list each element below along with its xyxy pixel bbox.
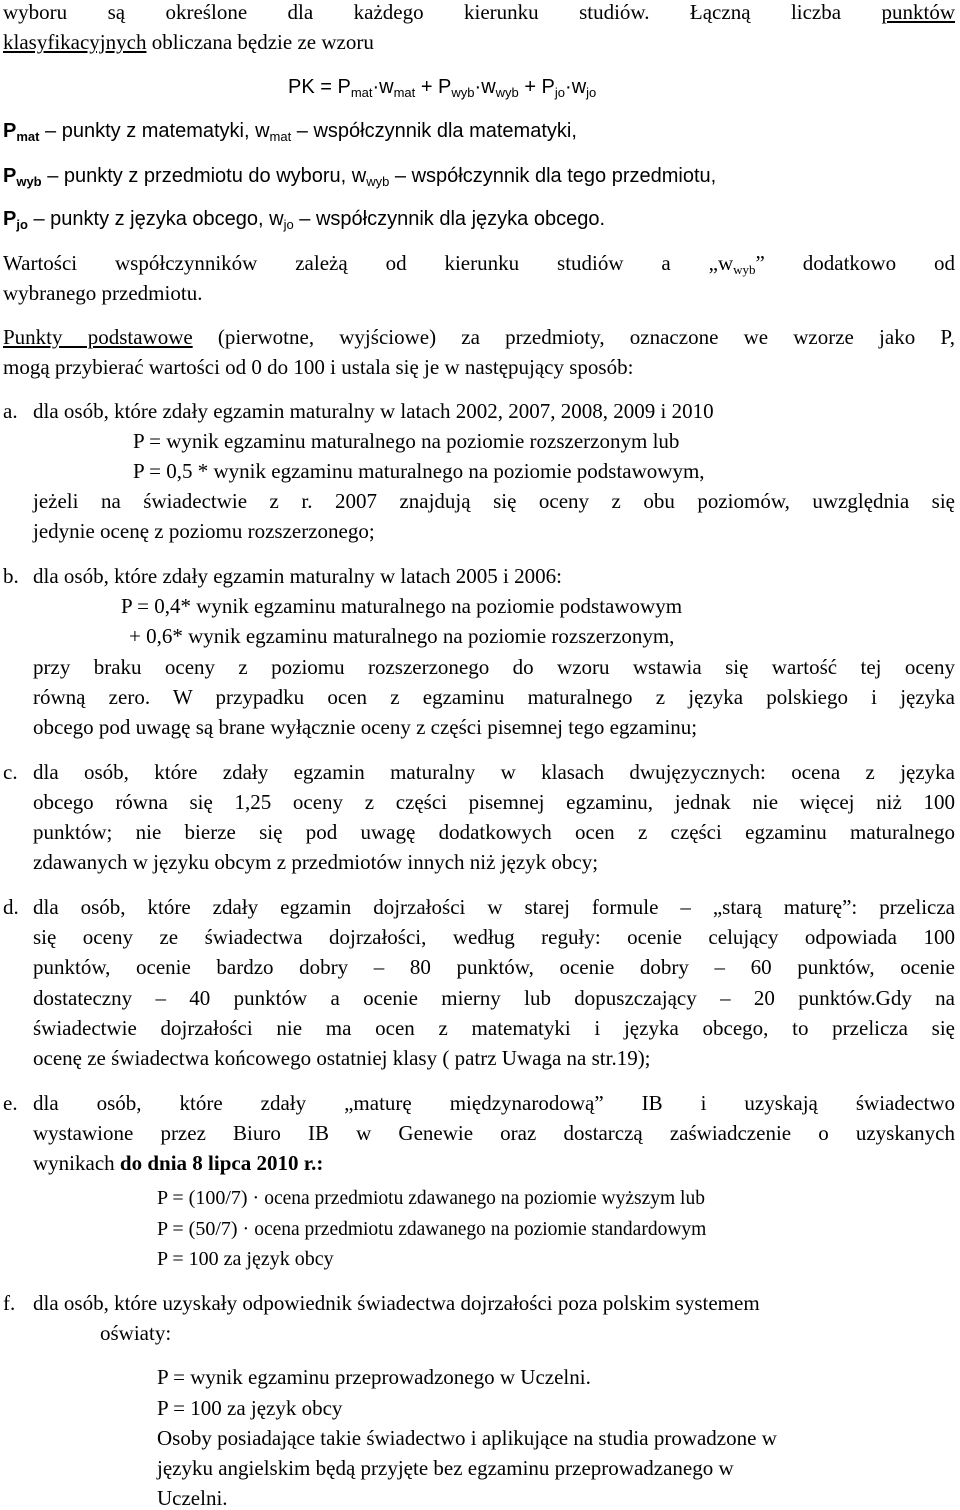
item-f-formula-2: P = 100 za język obcy <box>157 1396 343 1420</box>
item-b-line-4: przy braku oceny z poziomu rozszerzonego do wzoru wstawia się wartość tej oceny <box>33 655 955 679</box>
link-klasyfikacyjnych[interactable]: klasyfikacyjnych <box>3 30 147 54</box>
item-a-line-3: P = 0,5 * wynik egzaminu maturalnego na poziomie podstawowym, <box>133 459 705 483</box>
definition-text: – punkty z matematyki, w <box>39 120 270 142</box>
item-d-line-4: dostateczny – 40 punktów a ocenie mierny lub dopuszczający – 20 punktów.Gdy na <box>33 986 955 1010</box>
deadline-bold: do dnia 8 lipca 2010 r.: <box>119 1151 324 1175</box>
item-b-line-1: dla osób, które zdały egzamin maturalny w latach 2005 i 2006: <box>33 564 562 588</box>
symbol: P <box>3 120 17 142</box>
link-punktow[interactable]: punktów <box>881 0 955 24</box>
item-e-formula-1 <box>157 1188 705 1209</box>
formula-part: + P <box>518 76 555 98</box>
item-f-note-2: języku angielskim będą przyjęte bez egzaminu przeprowadzanego w <box>157 1456 734 1480</box>
basic-line-1 <box>3 327 955 348</box>
item-b-line-3: + 0,6* wynik egzaminu maturalnego na poziomie rozszerzonym, <box>129 624 675 648</box>
item-a-marker: a. <box>3 399 18 423</box>
item-e-line-2: wystawione przez Biuro IB w Genewie oraz dostarczą zaświadczenie o uzyskanych <box>33 1121 955 1145</box>
item-d-line-2: się oceny ze świadectwa dojrzałości, według reguły: ocenie celujący odpowiada 100 <box>33 925 955 949</box>
intro-line-1 <box>3 2 955 23</box>
item-c-line-1: dla osób, które zdały egzamin maturalny w klasach dwujęzycznych: ocena z języka <box>33 760 955 784</box>
definition-text: – współczynnik dla matematyki, <box>291 120 577 142</box>
formula-part: PK = P <box>288 76 351 98</box>
item-e-line-3 <box>33 1153 323 1174</box>
item-b-line-2: P = 0,4* wynik egzaminu maturalnego na poziomie podstawowym <box>121 594 683 618</box>
item-e-formula-3: P = 100 za język obcy <box>157 1248 334 1270</box>
coeff-line-1 <box>3 251 955 277</box>
item-f-marker: f. <box>3 1291 16 1315</box>
formula-part: ocena przedmiotu zdawanego na poziomie standardowym <box>254 1219 707 1240</box>
coeff-line-2: wybranego przedmiotu. <box>3 281 203 305</box>
item-f-formula-1: P = wynik egzaminu przeprowadzonego w Uczelni. <box>157 1365 591 1389</box>
intro-line-2 <box>3 32 374 53</box>
basic-text: (pierwotne, wyjściowe) za przedmioty, oznaczone we wzorze jako P, <box>192 325 956 349</box>
definition-wyb <box>3 165 717 189</box>
item-a-line-2: P = wynik egzaminu maturalnego na poziomie rozszerzonym lub <box>133 429 680 453</box>
item-f-note-3: Uczelni. <box>157 1486 228 1510</box>
definition-jo <box>3 208 606 232</box>
formula-part: ·w <box>474 76 496 98</box>
item-c-line-3: punktów; nie bierze się pod uwagę dodatkowych ocen z części egzaminu maturalnego <box>33 820 955 844</box>
item-d-line-3: punktów, ocenie bardzo dobry – 80 punktów, ocenie dobry – 60 punktów, ocenie <box>33 955 955 979</box>
item-d-line-6: ocenę ze świadectwa końcowego ostatniej klasy ( patrz Uwaga na str.19); <box>33 1046 651 1070</box>
item-e-line-1: dla osób, które zdały „maturę międzynarodową” IB i uzyskają świadectwo <box>33 1091 955 1115</box>
definition-text: – punkty z języka obcego, w <box>27 208 284 230</box>
item-d-marker: d. <box>3 895 19 919</box>
item-e-formula-2 <box>157 1219 706 1240</box>
formula-part: + P <box>415 76 452 98</box>
item-c-line-2: obcego równa się 1,25 oceny z części pisemnej egzaminu, jednak nie więcej niż 100 <box>33 790 955 814</box>
item-a-line-5: jedynie ocenę z poziomu rozszerzonego; <box>33 519 375 543</box>
definition-text: – punkty z przedmiotu do wyboru, w <box>41 165 367 187</box>
formula-sub: wyb <box>495 85 519 100</box>
formula-part: ·w <box>565 76 587 98</box>
item-f-line-1: dla osób, które uzyskały odpowiednik świadectwa dojrzałości poza polskim systemem <box>33 1291 760 1315</box>
item-f-note-1: Osoby posiadające takie świadectwo i aplikujące na studia prowadzone w <box>157 1426 777 1450</box>
item-c-line-4: zdawanych w języku obcym z przedmiotów innych niż język obcy; <box>33 850 599 874</box>
symbol-sub: wyb <box>16 174 42 189</box>
formula-part: ·w <box>372 76 394 98</box>
symbol-sub: wyb <box>733 262 756 277</box>
coeff-text: ” dodatkowo od <box>755 251 955 275</box>
formula-sub: mat <box>393 85 416 100</box>
formula-part: ocena przedmiotu zdawanego na poziomie wyższym lub <box>264 1188 705 1209</box>
item-d-line-1: dla osób, które zdały egzamin dojrzałości w starej formule – „starą maturę”: przelicza <box>33 895 955 919</box>
definition-text: – współczynnik dla języka obcego. <box>293 208 606 230</box>
basic-line-2: mogą przybierać wartości od 0 do 100 i ustala się je w następujący sposób: <box>3 355 634 379</box>
symbol-sub: mat <box>269 129 292 144</box>
link-punkty-podstawowe[interactable]: Punkty podstawowe <box>3 325 193 349</box>
symbol: P <box>3 208 17 230</box>
item-a-line-4: jeżeli na świadectwie z r. 2007 znajdują się oceny z obu poziomów, uwzględnia się <box>33 489 955 513</box>
formula-sub: jo <box>554 85 566 100</box>
item-e-text: wynikach <box>33 1151 120 1175</box>
symbol-sub: jo <box>283 217 294 232</box>
symbol-sub: mat <box>16 129 40 144</box>
item-b-line-5: równą zero. W przypadku ocen z egzaminu maturalnego z języka polskiego i języka <box>33 685 955 709</box>
symbol-sub: jo <box>16 217 28 232</box>
definition-mat <box>3 120 577 144</box>
formula-part: P = (50/7) · <box>157 1218 255 1240</box>
definition-text: – współczynnik dla tego przedmiotu, <box>389 165 717 187</box>
formula-sub: jo <box>586 85 597 100</box>
formula-pk <box>288 76 597 100</box>
item-a-line-1: dla osób, które zdały egzamin maturalny w latach 2002, 2007, 2008, 2009 i 2010 <box>33 399 714 423</box>
symbol-sub: wyb <box>366 174 390 189</box>
formula-sub: mat <box>350 85 373 100</box>
coeff-text: Wartości współczynników zależą od kierunku studiów a „w <box>3 251 734 275</box>
item-b-marker: b. <box>3 564 19 588</box>
item-b-line-6: obcego pod uwagę są brane wyłącznie oceny z części pisemnej tego egzaminu; <box>33 715 698 739</box>
formula-part: P = (100/7) · <box>157 1187 265 1209</box>
item-c-marker: c. <box>3 760 18 784</box>
item-d-line-5: świadectwie dojrzałości nie ma ocen z matematyki i języka obcego, to przelicza się <box>33 1016 955 1040</box>
item-f-line-2: oświaty: <box>100 1321 172 1345</box>
intro-text: obliczana będzie ze wzoru <box>146 30 374 54</box>
symbol: P <box>3 165 17 187</box>
intro-text: wyboru są określone dla każdego kierunku studiów. Łączną liczba <box>3 0 882 24</box>
formula-sub: wyb <box>451 85 475 100</box>
item-e-marker: e. <box>3 1091 18 1115</box>
